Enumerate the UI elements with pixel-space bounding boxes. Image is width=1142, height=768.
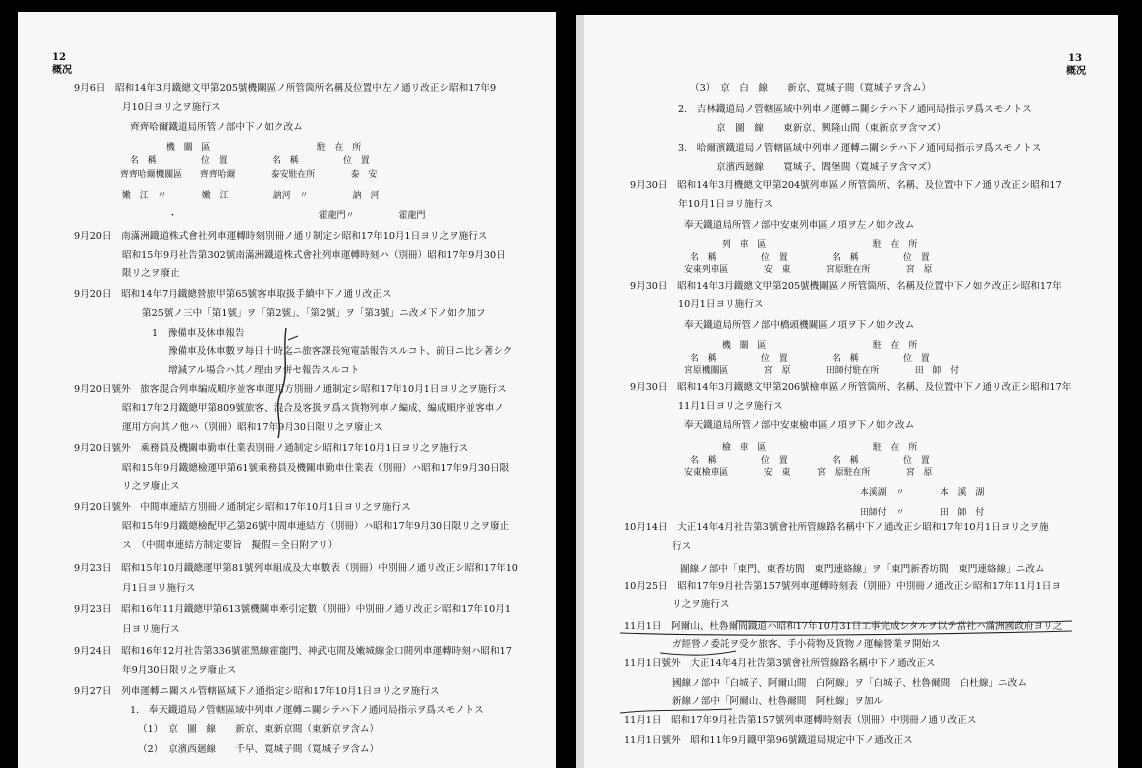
table-header: 名 稱 位 置 名 稱 位 置 <box>130 156 370 166</box>
text-line: 奉天鐵道局所管ノ部中安東檢車區ノ項ヲ下ノ如ク改ム <box>684 420 915 431</box>
table-header: 列 車 區 駐 在 所 <box>722 240 918 250</box>
text-line: 9月20日 昭和14年7月鐵總營旅甲第65號客車取扱手續中下ノ通リ改正ス <box>74 289 392 300</box>
text-line: 11月1日 阿爾山、杜魯爾間鐵道ハ昭和17年10月31日工事完成シタルヲ以テ當社ハ滿洲國政府ヨリ之 <box>624 621 1063 632</box>
page-gutter-shadow <box>576 15 584 768</box>
text-line: 11月1日號外 大正14年4月社告第3號會社所管線路名稱中下ノ通改正ス <box>624 658 936 669</box>
text-line: 9月24日 昭和16年12月社告第336號霍黑線霍龍門、神武屯間及嫩城線金口間列車運轉時刻ハ昭和17 <box>74 646 512 657</box>
table-row: 田師付 〃 田 師 付 <box>860 508 985 518</box>
text-line: （2） 京濱西廻線 千早、寬城子間（寬城子ヲ含ム） <box>138 744 380 755</box>
text-line: 10月14日 大正14年4月社告第3號會社所管線路名稱中下ノ通改正シ昭和17年10月1日ヨリ之ヲ施 <box>624 522 1049 533</box>
text-line: 2. 吉林鐵道局ノ管轄區域中列車ノ運轉ニ關シテハ下ノ通同局指示ヲ爲スモノトス <box>678 104 1032 115</box>
text-line: 9月30日 昭和14年3月機總文甲第204號列車區ノ所管箇所、名稱、及位置中下ノ通リ改正シ昭和17 <box>630 180 1062 191</box>
text-line: 3. 哈爾濱鐵道局ノ管轄區域中列車ノ運轉ニ關シテハ下ノ通同局指示ヲ爲スモノトス <box>678 143 1042 154</box>
text-line: 9月30日 昭和14年3月鐵總文甲第205號機關區ノ所管箇所、名稱及位置中下ノ如ク改正シ昭和17年 <box>630 281 1062 292</box>
text-line: 增減アル場合ハ其ノ理由ヲ併セ報告スルコト <box>168 365 360 376</box>
text-line: 9月30日 昭和14年3月鐵總文甲第206號檢車區ノ所管箇所、名稱、及位置中下ノ通リ改正シ昭和17年 <box>630 382 1072 393</box>
text-line: 豫備車及休車數ヲ每日十時迄ニ旅客課長宛電話報告スルコト、前日ニ比シ著シク <box>168 346 513 357</box>
text-line: ガ經營ノ委託ヲ受ケ旅客、手小荷物及貨物ノ運輸營業ヲ開始ス <box>672 639 941 650</box>
text-line: 1 豫備車及休車報告 <box>152 328 245 339</box>
text-line: 國線ノ部中「白城子、阿爾山間 白阿線」ヲ「白城子、杜魯爾間 白杜線」ニ改ム <box>672 678 1027 689</box>
text-line: 昭和17年2月鐵總甲第809號旅客、混合及客扱ヲ爲ス貨物列車ノ編成、編成順序並客車ノ <box>122 403 504 414</box>
text-line: 1. 奉天鐵道局ノ管轄區域中列車ノ運轉ニ關シテハ下ノ通同局指示ヲ爲スモノトス <box>130 705 484 716</box>
text-line: 京 圖 線 東新京、興隆山間（東新京ヲ含マズ） <box>716 123 947 134</box>
text-line: 9月27日 列車運轉ニ關スル管轄區域下ノ通指定シ昭和17年10月1日ヨリ之ヲ施行ス <box>74 686 440 697</box>
text-line: 10月1日ヨリ施行ス <box>678 299 764 310</box>
text-line: 9月20日 南滿洲鐵道株式會社列車運轉時刻別冊ノ通リ制定シ昭和17年10月1日ヨリ之ヲ施行ス <box>74 231 488 242</box>
text-line: 昭和15年9月鐵總檢配甲乙第26號中間車連結方（別冊）ハ昭和17年9月30日限リ之ヲ廢止 <box>122 521 510 532</box>
text-line: 齊齊哈爾鐵道局所管ノ部中下ノ如ク改ム <box>130 122 303 133</box>
text-line: 10月25日 昭和17年9月社告第157號列車運轉時刻表（別冊）中別冊ノ通改正シ昭和17年11月1日ヨ <box>624 581 1061 592</box>
page-number: 13 <box>1068 53 1082 64</box>
table-row: 宮原機關區 宮 原 田師付駐在所 田 師 付 <box>684 366 960 376</box>
text-line: 11月1日號外 昭和11年9月鐵甲第96號鐵道局規定中下ノ通改正ス <box>624 735 913 746</box>
text-line: 昭和15年9月鐵總檢運甲第61號乘務員及機關車勤車仕業表（別冊）ハ昭和17年9月30日限 <box>122 463 510 474</box>
table-header: 名 稱 位 置 名 稱 位 置 <box>690 354 930 364</box>
table-header: 名 稱 位 置 名 稱 位 置 <box>690 253 930 263</box>
text-line: 第25號ノ三中「第1號」ヲ「第2號」、「第2號」ヲ「第3號」ニ改メ下ノ如ク加フ <box>142 308 486 319</box>
text-line: 9月20日號外 旅客混合列車編成順序並客車運用方別冊ノ通制定シ昭和17年10月1日ヨリ之ヲ施行ス <box>74 384 507 395</box>
table-header: 名 稱 位 置 名 稱 位 置 <box>690 456 930 466</box>
text-line: 日ヨリ施行ス <box>122 624 180 635</box>
text-line: 京濱西廻線 寬城子、閻堡間（寬城子ヲ含マズ） <box>716 162 937 173</box>
text-line: 9月23日 昭和15年10月鐵總運甲第81號列車組成及大車數表（別冊）中別冊ノ通リ改正シ昭和17年10 <box>74 563 518 574</box>
text-line: 年10月1日ヨリ施行ス <box>678 199 774 210</box>
text-line: （1） 京 圖 線 新京、東新京間（東新京ヲ含ム） <box>138 724 380 735</box>
table-row: 安東檢車區 安 東 宮 原駐在所 宮 原 <box>684 468 933 478</box>
text-line: 行ス <box>672 541 692 552</box>
text-line: 9月20日號外 中間車連結方別冊ノ通制定シ昭和17年10月1日ヨリ之ヲ施行ス <box>74 502 411 513</box>
text-line: 限リ之ヲ廢止 <box>122 268 180 279</box>
text-line: 昭和15年9月社告第302號南滿洲鐵道株式會社列車運轉時刻ハ（別冊）昭和17年9月30日 <box>122 250 506 261</box>
text-line: 新線ノ部中「阿爾山、杜魯爾間 阿杜線」ヲ加ル <box>672 696 884 707</box>
text-line: 月1日ヨリ施行ス <box>122 583 196 594</box>
text-line: 圖線ノ部中「東門、東香坊間 東門連絡線」ヲ「東門新香坊間 東門連絡線」ニ改ム <box>680 564 1045 575</box>
table-header: 檢 車 區 駐 在 所 <box>722 443 918 453</box>
text-line: 9月20日號外 乘務員及機關車勤車仕業表別冊ノ通制定シ昭和17年10月1日ヨリ之ヲ施行ス <box>74 443 469 454</box>
text-line: （3） 京 白 線 新京、寬城子間（寬城子ヲ含ム） <box>690 83 932 94</box>
table-row: 嫩 江 〃 嫩 江 訥河 〃 訥 河 <box>122 191 380 201</box>
table-row: 安東列車區 安 東 宮原駐在所 宮 原 <box>684 265 933 275</box>
left-page <box>18 12 556 768</box>
table-header: 機 關 區 駐 在 所 <box>166 143 362 153</box>
text-line: 9月6日 昭和14年3月鐵總文甲第205號機關區ノ所管箇所名稱及位置中左ノ通リ改正シ昭和17年9 <box>74 83 497 94</box>
table-row: ・ 霍龍門〃 霍龍門 <box>168 211 426 221</box>
text-line: リ之ヲ施行ス <box>672 599 730 610</box>
text-line: 11月1日ヨリ之ヲ施行ス <box>678 401 783 412</box>
table-header: 機 關 區 駐 在 所 <box>722 341 918 351</box>
section-label: 概况 <box>1066 66 1086 77</box>
table-row: 齊齊哈爾機關區 齊齊哈爾 泰安駐在所 泰 安 <box>120 170 378 180</box>
text-line: 奉天鐵道局所管ノ部中安東列車區ノ項ヲ左ノ如ク改ム <box>684 220 915 231</box>
text-line: 11月1日 昭和17年9月社告第157號列車運轉時刻表（別冊）中別冊ノ通リ改正ス <box>624 715 977 726</box>
table-row: 本溪湖 〃 本 溪 湖 <box>860 488 985 498</box>
text-line: リ之ヲ廢止ス <box>122 481 180 492</box>
text-line: 運用方向其ノ他ハ（別冊）昭和17年9月30日限リ之ヲ廢止ス <box>122 422 383 433</box>
right-page <box>576 15 1118 768</box>
text-line: 月10日ヨリ之ヲ施行ス <box>122 102 221 113</box>
text-line: 奉天鐵道局所管ノ部中橋頭機關區ノ項ヲ下ノ如ク改ム <box>684 320 915 331</box>
text-line: ス （中間車連結方制定要旨 擬假＝全日附アリ） <box>122 540 338 551</box>
text-line: 年9月30日限リ之ヲ廢止ス <box>122 665 237 676</box>
text-line: 9月23日 昭和16年11月鐵總甲第613號機關車牽引定數（別冊）中別冊ノ通リ改正シ昭和17年10月1 <box>74 604 511 615</box>
section-label: 概况 <box>52 65 72 76</box>
page-number: 12 <box>52 52 66 63</box>
